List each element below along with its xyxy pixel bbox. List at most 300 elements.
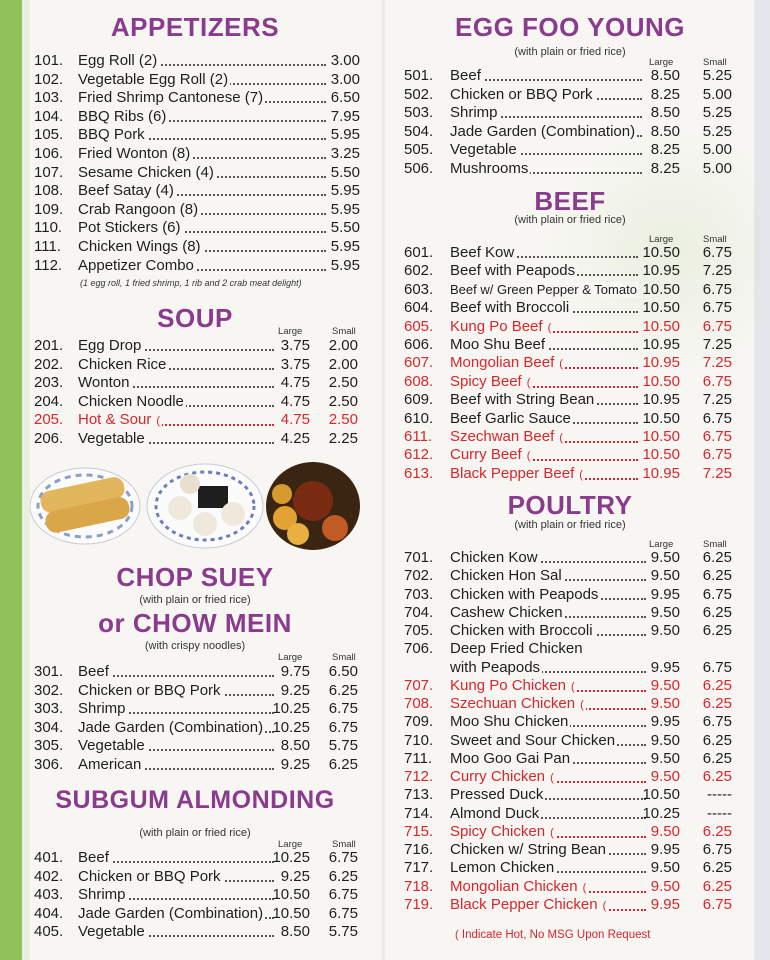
item-number: 610. (404, 409, 434, 427)
large-price: 8.50 (280, 737, 310, 755)
small-price: 6.25 (702, 603, 732, 621)
item-number: 709. (404, 713, 434, 731)
menu-row (34, 700, 364, 718)
item-name (78, 52, 326, 70)
item-name-text: with Peapods (450, 658, 541, 676)
item-name (78, 201, 326, 219)
item-name-text: Jade Garden (Combination) (450, 122, 636, 140)
small-price: 6.25 (328, 756, 358, 773)
item-number: 609. (404, 391, 434, 409)
item-name (78, 849, 274, 867)
menu-row (34, 219, 364, 237)
footnote-text: Indicate Hot, No MSG Upon Request (461, 929, 651, 941)
menu-row (404, 373, 744, 391)
item-number: 713. (404, 786, 434, 804)
item-name-text: Appetizer Combo (78, 256, 194, 274)
item-number: 109. (34, 200, 64, 218)
menu-row (404, 281, 744, 299)
small-price: 6.75 (702, 895, 732, 913)
item-name (450, 123, 642, 141)
item-name (450, 262, 638, 280)
large-price: 10.50 (642, 244, 680, 261)
item-name (78, 868, 274, 886)
item-number: 501. (404, 67, 434, 84)
hot-pepper-icon: ( (523, 450, 531, 463)
small-price: 6.25 (702, 622, 732, 639)
small-price: ----- (707, 786, 732, 804)
large-price: 9.50 (650, 622, 680, 639)
item-number: 102. (34, 70, 64, 88)
menu-row (404, 465, 744, 483)
item-name-text: Moo Shu Chicken (450, 713, 569, 731)
menu-row (34, 663, 364, 681)
item-name (450, 373, 638, 392)
poultry-subtitle: (with plain or fried rice) (514, 519, 626, 531)
item-number: 204. (34, 392, 64, 410)
small-price: 5.25 (702, 67, 732, 84)
small-price: 6.75 (328, 904, 358, 922)
item-name-text: Black Pepper Chicken (450, 895, 598, 913)
small-price: 5.00 (702, 141, 732, 159)
item-price: 5.95 (330, 238, 360, 255)
small-price: 2.00 (328, 337, 358, 354)
menu-row (34, 756, 364, 774)
item-number: 108. (34, 182, 64, 200)
item-name-text: Beef with String Bean (450, 391, 595, 409)
subgum-subtitle: (with plain or fried rice) (139, 827, 251, 839)
small-price: 7.25 (702, 262, 732, 280)
menu-row (404, 586, 744, 604)
item-number: 504. (404, 122, 434, 140)
item-name (450, 604, 646, 622)
menu-row (34, 337, 364, 355)
large-price: 10.50 (642, 372, 680, 390)
menu-row (34, 719, 364, 737)
menu-row (34, 52, 364, 70)
item-name-text: Beef (450, 67, 481, 84)
item-name-text: Chicken Noodle (78, 392, 184, 410)
item-name-text: Mongolian Beef (450, 354, 555, 372)
item-name (450, 659, 646, 677)
small-price: 6.75 (702, 658, 732, 676)
item-name-text: Fried Wonton (8) (78, 145, 191, 162)
item-name-text: Shrimp (450, 104, 498, 122)
item-number: 304. (34, 718, 64, 736)
small-price: 6.25 (328, 867, 358, 885)
item-name (450, 549, 646, 567)
item-number: 707. (404, 676, 434, 694)
hot-pepper-icon: ( (577, 699, 584, 711)
item-number: 705. (404, 622, 434, 639)
item-name-text: Chicken or BBQ Pork (78, 867, 221, 885)
small-price: 6.75 (702, 841, 732, 858)
menu-row (34, 238, 364, 256)
small-price: 6.25 (702, 549, 732, 566)
item-number: 601. (404, 244, 434, 261)
item-name (450, 141, 642, 159)
large-price: 10.50 (642, 280, 680, 298)
small-price: 5.75 (328, 737, 358, 755)
hot-pepper-icon: ( (523, 376, 531, 389)
menu-row (34, 201, 364, 219)
item-number: 710. (404, 731, 434, 749)
item-name (450, 640, 646, 658)
hot-pepper-icon: ( (556, 358, 563, 371)
large-price: 4.75 (280, 374, 310, 392)
item-name-text: Chicken with Broccoli (450, 622, 593, 639)
item-name (78, 89, 326, 107)
item-name (78, 737, 274, 755)
menu-row (404, 878, 744, 896)
item-name (78, 257, 326, 275)
item-name (78, 238, 326, 256)
item-name-text: Spicy Beef (450, 372, 522, 390)
menu-row (404, 768, 744, 786)
item-number: 715. (404, 822, 434, 840)
large-price: 9.25 (280, 756, 310, 773)
menu-row (34, 682, 364, 700)
appetizer-combo-note: (1 egg roll, 1 fried shrimp, 1 rib and 2 crab meat delight) (80, 278, 302, 288)
item-name (450, 391, 638, 409)
small-price: 2.50 (328, 411, 358, 429)
small-price: 5.00 (702, 85, 732, 103)
item-name (450, 567, 646, 585)
large-price: 8.50 (650, 122, 680, 140)
item-name (78, 700, 274, 718)
item-name (78, 164, 326, 182)
small-price: 6.75 (702, 280, 732, 298)
item-price: 5.95 (330, 126, 360, 144)
egg-rolls-plate-image (30, 468, 140, 544)
item-name-text: Moo Goo Gai Pan (450, 749, 571, 767)
item-number: 718. (404, 877, 434, 895)
soup-small-label: Small (332, 326, 356, 337)
large-price: 9.50 (650, 731, 680, 749)
item-number: 301. (34, 663, 64, 680)
small-price: 7.25 (702, 391, 732, 409)
menu-row (404, 896, 744, 914)
item-name (78, 430, 274, 448)
large-price: 10.25 (272, 718, 310, 736)
item-number: 613. (404, 464, 434, 482)
item-name-text: Shrimp (78, 700, 126, 718)
small-price: 6.75 (328, 886, 358, 904)
hot-pepper-icon: ( (544, 321, 552, 334)
soup-large-label: Large (278, 326, 303, 337)
item-name-text: Egg Drop (78, 337, 142, 354)
item-name (78, 756, 274, 774)
item-name-text: Hot & Sour (78, 411, 152, 429)
appetizers-title: APPETIZERS (110, 12, 280, 42)
large-price: 3.75 (280, 337, 310, 354)
item-name (450, 299, 638, 317)
large-price: 10.50 (642, 428, 680, 445)
item-name (78, 719, 274, 737)
item-name-text: Beef Satay (4) (78, 182, 174, 200)
beef-large-label: Large (649, 234, 674, 245)
item-number: 405. (34, 923, 64, 941)
item-number: 206. (34, 430, 64, 447)
small-price: 6.75 (702, 713, 732, 731)
item-name-text: Chicken Wings (8) (78, 238, 201, 255)
item-name-text: Jade Garden (Combination) (78, 718, 264, 736)
large-price: 10.95 (642, 391, 680, 409)
chow-mein-title: or CHOW MEIN (98, 608, 292, 638)
menu-row (34, 886, 364, 904)
item-name (78, 663, 274, 681)
item-price: 3.00 (330, 70, 360, 88)
item-name-text: Curry Beef (450, 446, 522, 464)
menu-row (34, 182, 364, 200)
small-price: 7.25 (702, 336, 732, 353)
item-name (78, 356, 274, 374)
subgum-small-label: Small (332, 839, 356, 850)
item-name (450, 768, 646, 787)
item-number: 711. (404, 749, 433, 767)
item-number: 502. (404, 85, 434, 103)
menu-row (404, 640, 744, 658)
menu-row (404, 67, 744, 85)
item-name (78, 108, 326, 126)
menu-row (404, 823, 744, 841)
menu-row (34, 393, 364, 411)
large-price: 9.50 (650, 822, 680, 840)
item-name-text: Chicken w/ String Bean (450, 841, 606, 858)
item-name-text: Black Pepper Beef (450, 464, 575, 482)
item-name-text: Chicken or BBQ Pork (78, 681, 221, 699)
menu-row (34, 257, 364, 275)
menu-row (404, 299, 744, 317)
large-price: 9.50 (650, 603, 680, 621)
large-price: 9.95 (650, 713, 680, 731)
item-name (450, 750, 646, 768)
item-name-text: Almond Duck (450, 804, 540, 822)
item-number: 306. (34, 756, 64, 773)
item-name-text: Moo Shu Beef (450, 336, 546, 353)
large-price: 10.95 (642, 354, 680, 372)
small-price: 6.75 (702, 317, 732, 335)
item-number: 401. (34, 849, 64, 866)
beef-title: BEEF (534, 186, 606, 216)
item-name-text: Vegetable Egg Roll (2) (78, 70, 229, 88)
item-name (450, 823, 646, 842)
item-name (78, 337, 274, 355)
small-price: 6.75 (328, 849, 358, 866)
item-number: 606. (404, 336, 434, 353)
small-price: 2.00 (328, 355, 358, 373)
small-price: 6.75 (702, 299, 732, 317)
item-name-text: Beef with Peapods (450, 262, 576, 280)
small-price: 6.75 (328, 700, 358, 718)
item-name (450, 354, 638, 373)
item-name-text: Pot Stickers (6) (78, 219, 181, 237)
dumplings-plate-image (147, 464, 263, 548)
item-price: 5.95 (330, 200, 360, 218)
menu-row (34, 71, 364, 89)
item-number: 714. (404, 804, 434, 822)
small-price: 6.25 (702, 567, 732, 585)
item-number: 402. (34, 867, 64, 885)
item-name-text: Sesame Chicken (4) (78, 163, 214, 181)
item-name-text: Vegetable (78, 923, 145, 941)
item-name (78, 182, 326, 200)
item-name-text: Szechwan Beef (450, 428, 555, 445)
menu-row (404, 622, 744, 640)
item-name-text: American (78, 756, 142, 773)
beef-small-label: Small (703, 234, 727, 245)
large-price: 10.50 (272, 904, 310, 922)
item-number: 611. (404, 428, 433, 445)
item-price: 5.50 (330, 163, 360, 181)
hot-pepper-icon: ( (599, 899, 607, 912)
menu-row (404, 244, 744, 262)
item-name-text: Vegetable (78, 737, 145, 755)
item-name-text: Spicy Chicken (450, 822, 546, 840)
menu-row (34, 923, 364, 941)
small-price: 6.25 (702, 676, 732, 694)
food-photos (30, 456, 360, 556)
large-price: 10.95 (642, 262, 680, 280)
menu-row (34, 108, 364, 126)
item-name-text: Egg Roll (2) (78, 52, 158, 69)
small-price: 7.25 (702, 464, 732, 482)
menu-row (404, 841, 744, 859)
menu-row (404, 86, 744, 104)
item-name-text: Mongolian Chicken (450, 877, 578, 895)
large-price: 10.50 (642, 317, 680, 335)
menu-row (404, 549, 744, 567)
menu-row (34, 868, 364, 886)
item-name-text: Beef Kow (450, 244, 515, 261)
large-price: 9.50 (650, 859, 680, 877)
item-name (78, 71, 326, 89)
item-name (78, 145, 326, 163)
hot-pepper-icon: ( (567, 680, 575, 693)
item-name (450, 244, 638, 262)
item-number: 612. (404, 446, 434, 464)
large-price: 8.25 (650, 141, 680, 159)
item-number: 704. (404, 603, 434, 621)
item-name (450, 446, 638, 465)
egg-foo-young-small-label: Small (703, 57, 727, 68)
large-price: 4.25 (280, 430, 310, 447)
item-name (78, 393, 274, 411)
chow-mein-subtitle: (with crispy noodles) (144, 640, 246, 652)
poultry-small-label: Small (703, 539, 727, 550)
item-name-text: Jade Garden (Combination) (78, 904, 264, 922)
menu-row (404, 410, 744, 428)
item-number: 703. (404, 585, 434, 603)
item-number: 305. (34, 737, 64, 755)
small-price: 6.25 (702, 877, 732, 895)
soup-title: SOUP (157, 303, 233, 333)
large-price: 8.50 (280, 923, 310, 941)
item-name-text: Fried Shrimp Cantonese (7) (78, 89, 264, 107)
menu-row (404, 391, 744, 409)
item-name-text: Beef with Broccoli (450, 299, 570, 317)
hot-pepper-icon: ( (556, 432, 563, 444)
item-price: 7.95 (330, 107, 360, 125)
hot-pepper-icon: ( (576, 468, 583, 481)
item-number: 112. (34, 256, 63, 274)
item-number: 607. (404, 354, 434, 372)
large-price: 10.95 (642, 336, 680, 353)
spine-edge-decoration (22, 0, 30, 960)
item-price: 5.50 (330, 219, 360, 237)
menu-row (404, 695, 744, 713)
menu-row (404, 446, 744, 464)
large-price: 9.50 (650, 749, 680, 767)
item-name (450, 805, 646, 823)
menu-row (404, 677, 744, 695)
small-price: 6.75 (702, 372, 732, 390)
fried-dishes-plate-image (266, 462, 360, 550)
item-name (78, 411, 274, 430)
item-name (450, 878, 646, 897)
item-name-text: Pressed Duck (450, 786, 544, 804)
item-name (78, 886, 274, 904)
large-price: 9.95 (650, 895, 680, 913)
small-price: 2.25 (328, 430, 358, 447)
menu-row (34, 737, 364, 755)
hot-footnote (455, 929, 650, 941)
item-name (450, 428, 638, 447)
item-number: 104. (34, 107, 64, 125)
menu-row (404, 160, 744, 178)
item-name-text: BBQ Ribs (6) (78, 107, 167, 125)
hot-pepper-icon: ( (579, 881, 587, 894)
item-name-text: Kung Po Beef (450, 317, 543, 335)
small-price: 6.25 (328, 681, 358, 699)
small-price: 6.25 (702, 731, 732, 749)
beef-subtitle: (with plain or fried rice) (514, 214, 626, 226)
large-price: 8.50 (650, 104, 680, 122)
item-name (450, 104, 642, 122)
item-name-text: BBQ Pork (78, 126, 145, 144)
small-price: 6.75 (702, 244, 732, 261)
hot-pepper-icon: ( (547, 772, 554, 784)
small-price: 6.75 (702, 446, 732, 464)
menu-row (34, 411, 364, 429)
menu-row (34, 89, 364, 107)
menu-row (404, 859, 744, 877)
large-price: 9.95 (650, 841, 680, 858)
item-number: 708. (404, 695, 434, 712)
item-number: 404. (34, 904, 64, 922)
menu-row (34, 356, 364, 374)
item-name (450, 160, 642, 178)
large-price: 10.25 (272, 700, 310, 718)
item-number: 602. (404, 262, 434, 280)
item-number: 403. (34, 886, 64, 904)
menu-row (404, 318, 744, 336)
menu-row (34, 905, 364, 923)
small-price: 6.25 (702, 859, 732, 877)
large-price: 3.75 (280, 355, 310, 373)
item-name-text: Chicken with Peapods (450, 585, 599, 603)
item-number: 203. (34, 374, 64, 392)
small-price: 6.75 (702, 409, 732, 427)
item-name-text: Chicken Hon Sal (450, 567, 562, 585)
item-number: 202. (34, 355, 64, 373)
small-price: ----- (707, 804, 732, 822)
large-price: 10.50 (642, 409, 680, 427)
item-number: 702. (404, 567, 434, 585)
large-price: 9.25 (280, 681, 310, 699)
item-name (450, 732, 646, 750)
item-name (450, 841, 646, 859)
small-price: 6.75 (328, 718, 358, 736)
